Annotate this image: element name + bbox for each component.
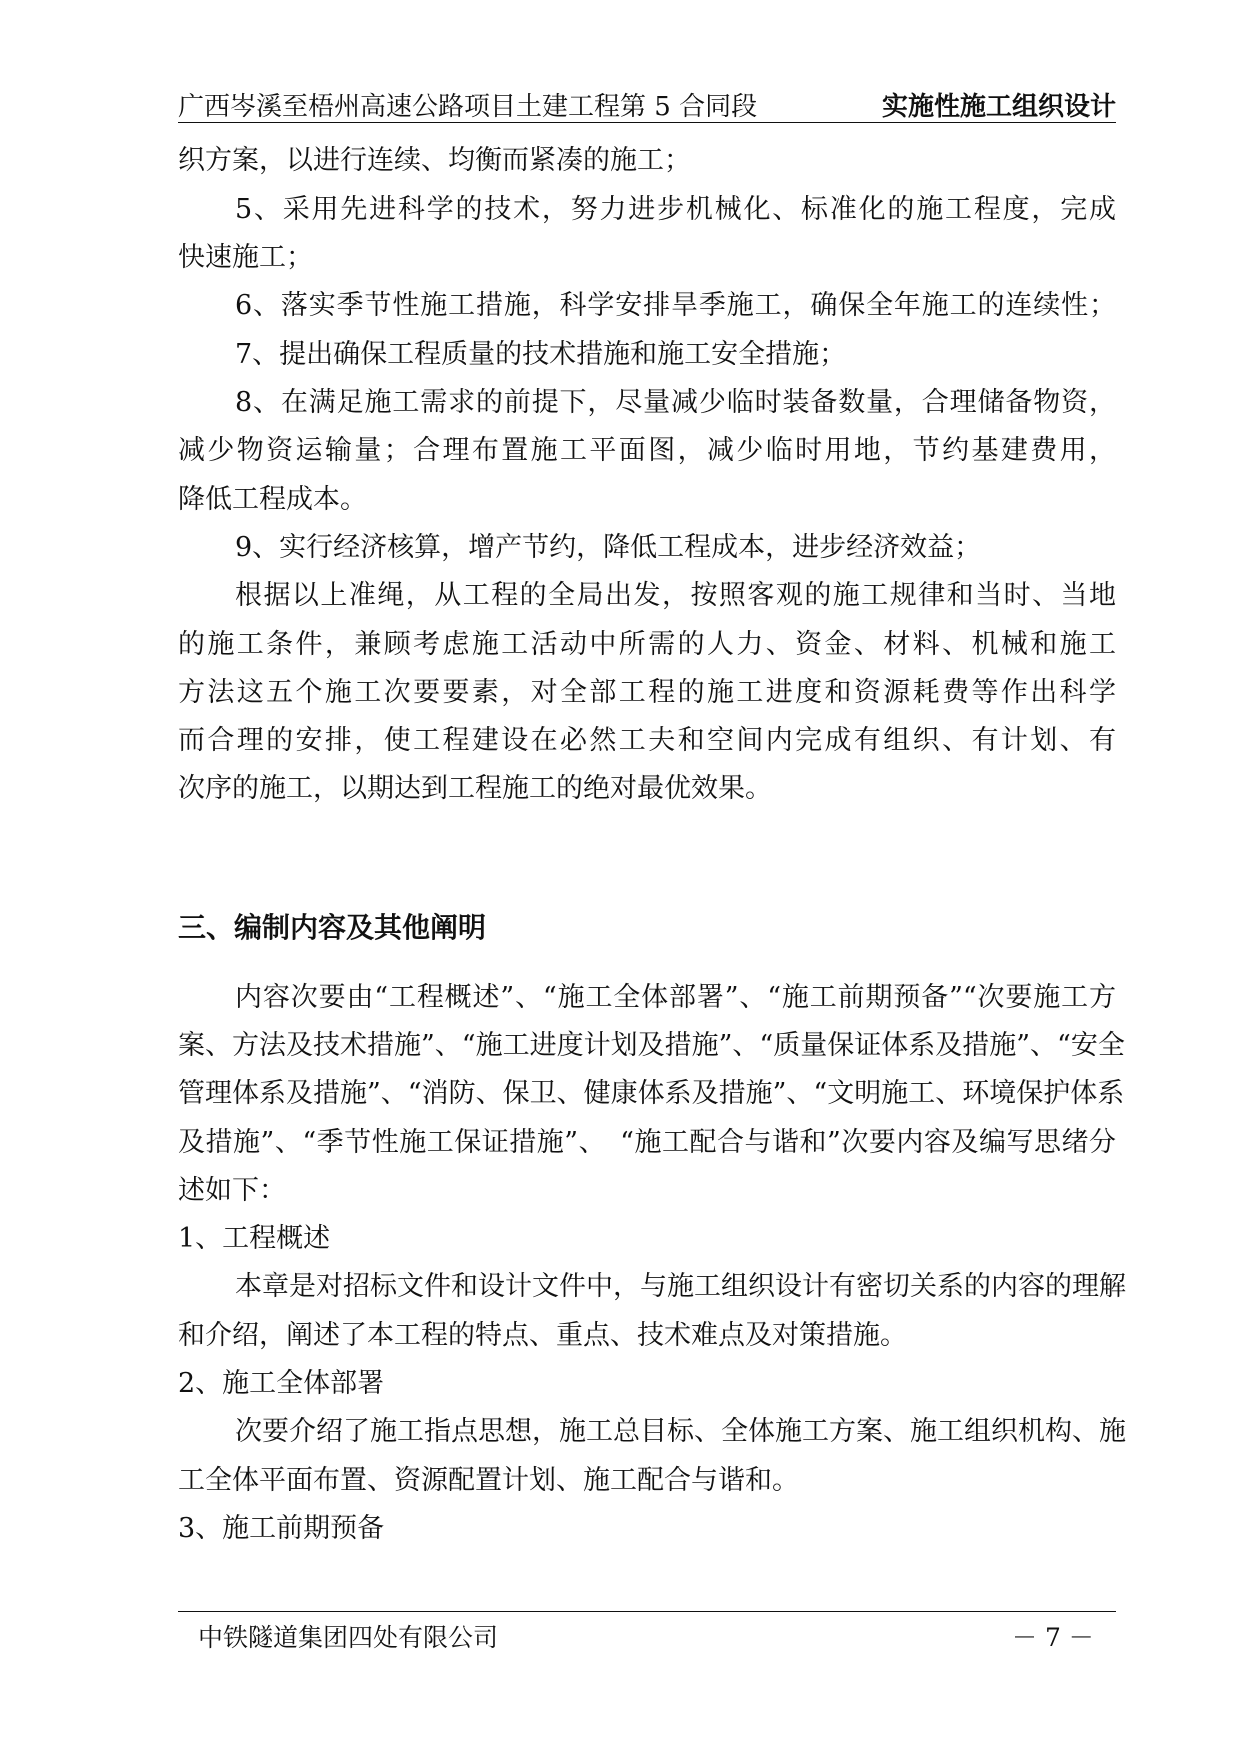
header-divider [178,122,1116,123]
page-number: － 7 － [1012,1623,1094,1652]
paragraph-line: 织方案，以进行连续、均衡而紧凑的施工； [178,145,691,176]
paragraph-line: 5、采用先进科学的技术，努力进步机械化、标准化的施工程度，完成 [235,194,1116,225]
subsection-heading: 2、施工全体部署 [178,1368,385,1399]
paragraph-line: 工全体平面布置、资源配置计划、施工配合与谐和。 [178,1465,799,1496]
paragraph-line: 内容次要由“工程概述”、“施工全体部署”、“施工前期预备”“次要施工方 [235,982,1116,1013]
paragraph-line: 9、实行经济核算，增产节约，降低工程成本，进步经济效益； [235,532,982,563]
header-project-name: 广西岑溪至梧州高速公路项目土建工程第 5 合同段 [178,92,758,122]
header-bar [178,86,1116,120]
paragraph-line: 次序的施工，以期达到工程施工的绝对最优效果。 [178,773,772,804]
subsection-heading: 1、工程概述 [178,1223,331,1254]
paragraph-line: 和介绍，阐述了本工程的特点、重点、技术难点及对策措施。 [178,1320,907,1351]
paragraph-line: 而合理的安排，使工程建设在必然工夫和空间内完成有组织、有计划、有 [178,725,1116,756]
footer-company: 中铁隧道集团四处有限公司 [198,1623,499,1652]
paragraph-line: 述如下： [178,1175,286,1206]
paragraph-line: 减少物资运输量；合理布置施工平面图，减少临时用地，节约基建费用， [178,435,1116,466]
paragraph-line: 的施工条件，兼顾考虑施工活动中所需的人力、资金、材料、机械和施工 [178,629,1116,660]
subsection-heading: 3、施工前期预备 [178,1513,385,1544]
paragraph-line: 快速施工； [178,242,313,273]
paragraph-line: 本章是对招标文件和设计文件中，与施工组织设计有密切关系的内容的理解 [235,1271,1126,1302]
footer-divider [178,1611,1116,1612]
paragraph-line: 管理体系及措施”、“消防、保卫、健康体系及措施”、“文明施工、环境保护体系 [178,1078,1125,1109]
header-document-title: 实施性施工组织设计 [881,92,1116,122]
section-heading: 三、编制内容及其他阐明 [178,911,487,944]
paragraph-line: 根据以上准绳，从工程的全局出发，按照客观的施工规律和当时、当地 [235,580,1116,611]
paragraph-line: 次要介绍了施工指点思想，施工总目标、全体施工方案、施工组织机构、施 [235,1416,1126,1447]
paragraph-line: 降低工程成本。 [178,484,367,515]
paragraph-line: 方法这五个施工次要要素，对全部工程的施工进度和资源耗费等作出科学 [178,677,1116,708]
paragraph-line: 及措施”、“季节性施工保证措施”、 “施工配合与谐和”次要内容及编写思绪分 [178,1127,1116,1158]
paragraph-line: 7、提出确保工程质量的技术措施和施工安全措施； [235,339,847,370]
paragraph-line: 案、方法及技术措施”、“施工进度计划及措施”、“质量保证体系及措施”、“安全 [178,1030,1125,1061]
paragraph-line: 6、落实季节性施工措施，科学安排旱季施工，确保全年施工的连续性； [235,290,1116,321]
paragraph-line: 8、在满足施工需求的前提下，尽量减少临时装备数量，合理储备物资， [235,387,1116,418]
